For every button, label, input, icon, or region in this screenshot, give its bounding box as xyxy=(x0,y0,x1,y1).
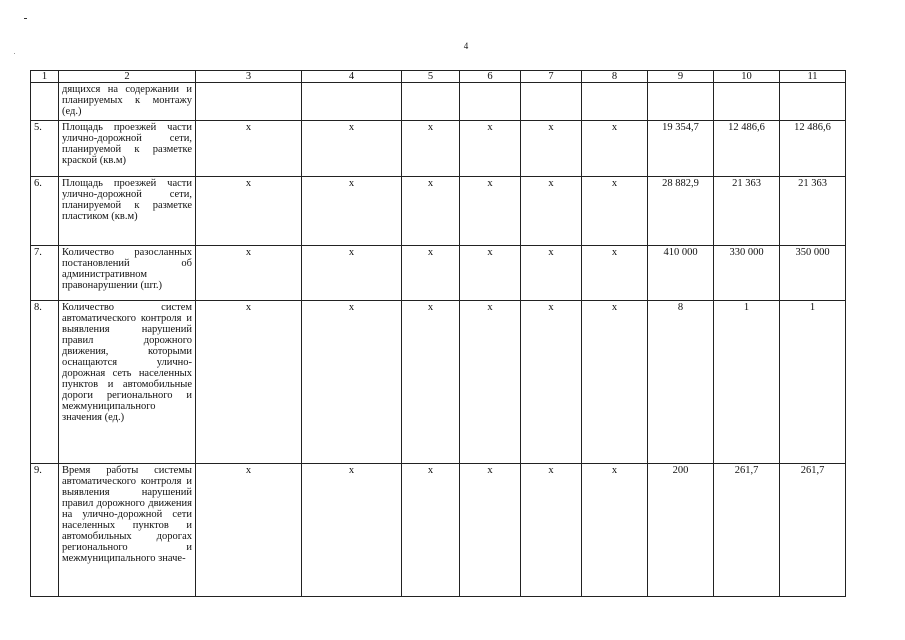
table-row xyxy=(31,246,846,301)
value-cell: 1 xyxy=(714,301,780,464)
mark-cell xyxy=(196,83,302,121)
mark-cell: х xyxy=(460,121,521,177)
table-row xyxy=(31,464,846,597)
scan-speck xyxy=(24,18,27,19)
mark-cell: х xyxy=(196,121,302,177)
value-cell: 350 000 xyxy=(780,246,846,301)
value-cell: 8 xyxy=(648,301,714,464)
table-header-row xyxy=(31,71,846,83)
mark-cell: х xyxy=(582,121,648,177)
value-cell: 261,7 xyxy=(714,464,780,597)
column-number-header: 2 xyxy=(59,71,196,83)
mark-cell: х xyxy=(402,177,460,246)
column-number-header: 11 xyxy=(780,71,846,83)
table-row xyxy=(31,177,846,246)
scan-speck xyxy=(14,53,15,54)
row-number: 8. xyxy=(31,301,59,464)
value-cell: 330 000 xyxy=(714,246,780,301)
mark-cell: х xyxy=(402,121,460,177)
indicator-name: Количество разосланных постановлений об административном правонарушении (шт.) xyxy=(59,246,196,301)
mark-cell: х xyxy=(521,121,582,177)
mark-cell: х xyxy=(582,464,648,597)
table-row xyxy=(31,121,846,177)
mark-cell: х xyxy=(582,246,648,301)
column-number-header: 1 xyxy=(31,71,59,83)
value-cell xyxy=(780,83,846,121)
indicator-name: Площадь проезжей части улично-дорожной сети, планируемой к разметке пластиком (кв.м) xyxy=(59,177,196,246)
mark-cell: х xyxy=(521,301,582,464)
row-number: 9. xyxy=(31,464,59,597)
page-number: 4 xyxy=(463,41,469,51)
mark-cell: х xyxy=(402,246,460,301)
indicator-name: Площадь проезжей части улично-дорожной сети, планируемой к разметке краской (кв.м) xyxy=(59,121,196,177)
row-number: 6. xyxy=(31,177,59,246)
mark-cell: х xyxy=(196,464,302,597)
mark-cell: х xyxy=(460,464,521,597)
value-cell: 261,7 xyxy=(780,464,846,597)
column-number-header: 7 xyxy=(521,71,582,83)
mark-cell xyxy=(402,83,460,121)
mark-cell: х xyxy=(582,177,648,246)
mark-cell xyxy=(521,83,582,121)
column-number-header: 6 xyxy=(460,71,521,83)
mark-cell: х xyxy=(196,246,302,301)
indicator-name: Время работы системы автоматического контроля и выявления нарушений правил дорожного движения на улично-дорожной сети населенных пунктов и автомобильных дорогах регионального и межмуниципального значе- xyxy=(59,464,196,597)
mark-cell: х xyxy=(521,246,582,301)
mark-cell: х xyxy=(460,177,521,246)
mark-cell: х xyxy=(582,301,648,464)
value-cell: 200 xyxy=(648,464,714,597)
row-number xyxy=(31,83,59,121)
mark-cell: х xyxy=(402,301,460,464)
row-number: 5. xyxy=(31,121,59,177)
column-number-header: 9 xyxy=(648,71,714,83)
value-cell: 410 000 xyxy=(648,246,714,301)
mark-cell: х xyxy=(402,464,460,597)
mark-cell xyxy=(460,83,521,121)
mark-cell: х xyxy=(460,301,521,464)
mark-cell: х xyxy=(521,464,582,597)
column-number-header: 4 xyxy=(302,71,402,83)
column-number-header: 3 xyxy=(196,71,302,83)
value-cell: 12 486,6 xyxy=(780,121,846,177)
indicator-name: Количество систем автоматического контроля и выявления нарушений правил дорожного движения, которыми оснащаются улично-дорожная сеть населенных пунктов и автомобильные дороги регионального и межмуниципального значения (ед.) xyxy=(59,301,196,464)
mark-cell: х xyxy=(521,177,582,246)
table-row xyxy=(31,83,846,121)
mark-cell: х xyxy=(302,301,402,464)
value-cell: 12 486,6 xyxy=(714,121,780,177)
value-cell: 21 363 xyxy=(780,177,846,246)
value-cell xyxy=(714,83,780,121)
value-cell: 19 354,7 xyxy=(648,121,714,177)
value-cell: 28 882,9 xyxy=(648,177,714,246)
mark-cell: х xyxy=(302,177,402,246)
mark-cell: х xyxy=(196,177,302,246)
mark-cell: х xyxy=(460,246,521,301)
mark-cell: х xyxy=(302,464,402,597)
column-number-header: 10 xyxy=(714,71,780,83)
value-cell: 21 363 xyxy=(714,177,780,246)
indicator-name: дящихся на содержании и планируемых к монтажу (ед.) xyxy=(59,83,196,121)
mark-cell: х xyxy=(302,246,402,301)
mark-cell xyxy=(582,83,648,121)
value-cell: 1 xyxy=(780,301,846,464)
value-cell xyxy=(648,83,714,121)
indicator-table xyxy=(30,70,846,597)
column-number-header: 5 xyxy=(402,71,460,83)
row-number: 7. xyxy=(31,246,59,301)
table-row xyxy=(31,301,846,464)
mark-cell xyxy=(302,83,402,121)
column-number-header: 8 xyxy=(582,71,648,83)
mark-cell: х xyxy=(302,121,402,177)
mark-cell: х xyxy=(196,301,302,464)
